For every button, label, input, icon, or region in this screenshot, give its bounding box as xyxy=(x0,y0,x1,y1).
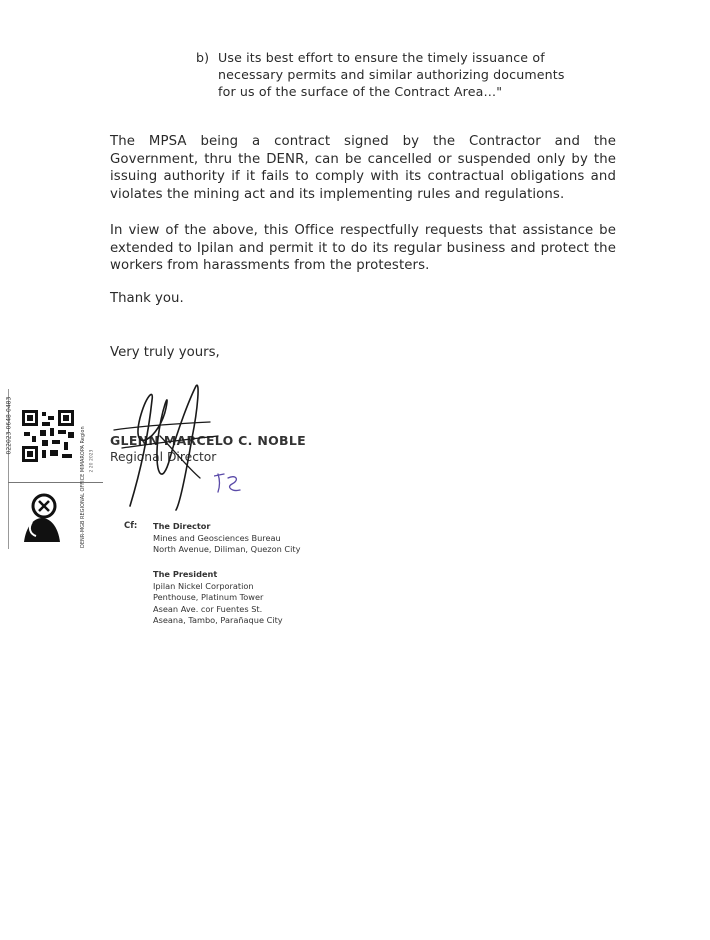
agency-seal-icon xyxy=(18,492,66,544)
list-marker: b) xyxy=(196,50,210,65)
paragraph-line: extended to Ipilan and permit it to do its regular business and protect the xyxy=(110,240,616,256)
paragraph-line: Government, thru the DENR, can be cancelled or suspended only by the xyxy=(110,151,616,167)
stamp-date: 2 20 2023 xyxy=(89,449,95,473)
signatory-name: GLENN MARCELO C. NOBLE xyxy=(110,433,306,448)
item-b-line-2: necessary permits and similar authorizing documents xyxy=(218,67,565,82)
handwritten-signature xyxy=(100,378,250,518)
list-item-b xyxy=(196,49,576,100)
cc-recipient-heading: The Director xyxy=(153,521,211,531)
initials-mark xyxy=(214,470,244,494)
stamp-tracking-number: 022023-0648-0483 xyxy=(5,396,13,455)
cc-recipient-line: Mines and Geosciences Bureau xyxy=(153,532,281,543)
thanks-line: Thank you. xyxy=(110,291,184,306)
signatory-title: Regional Director xyxy=(110,450,217,464)
stamp-divider xyxy=(8,482,103,483)
paragraph-line: In view of the above, this Office respectfully requests that assistance be xyxy=(110,223,616,238)
item-b-line-3: for us of the surface of the Contract Area…" xyxy=(218,84,503,99)
cc-recipient-line: Asean Ave. cor Fuentes St. xyxy=(153,603,263,614)
cc-recipient-president xyxy=(153,569,283,627)
cc-recipient-heading: The President xyxy=(153,569,218,579)
cc-recipient-line: Penthouse, Platinum Tower xyxy=(153,592,264,603)
paragraph-line: violates the mining act and its implementing rules and regulations. xyxy=(110,186,565,202)
cc-recipient-line: Aseana, Tambo, Parañaque City xyxy=(153,615,283,626)
qr-code-icon xyxy=(22,410,78,462)
cc-recipient-line: North Avenue, Diliman, Quezon City xyxy=(153,544,301,555)
closing-salutation: Very truly yours, xyxy=(110,345,220,360)
paragraph-line: The MPSA being a contract signed by the Contractor and the xyxy=(110,134,616,149)
stamp-office-name: DENR-MGB REGIONAL OFFICE MIMAROPA Region xyxy=(80,426,86,548)
cc-recipient-line: Ipilan Nickel Corporation xyxy=(153,580,254,591)
cc-label: Cf: xyxy=(124,521,138,531)
item-b-line-1: Use its best effort to ensure the timely issuance of xyxy=(218,50,545,65)
paragraph-mpsa xyxy=(110,133,616,203)
paragraph-request xyxy=(110,222,616,275)
paragraph-line: issuing authority if it fails to comply with its contractual obligations and xyxy=(110,169,616,184)
cc-recipient-director xyxy=(153,521,300,556)
paragraph-line: workers from harassments from the protesters. xyxy=(110,258,430,273)
